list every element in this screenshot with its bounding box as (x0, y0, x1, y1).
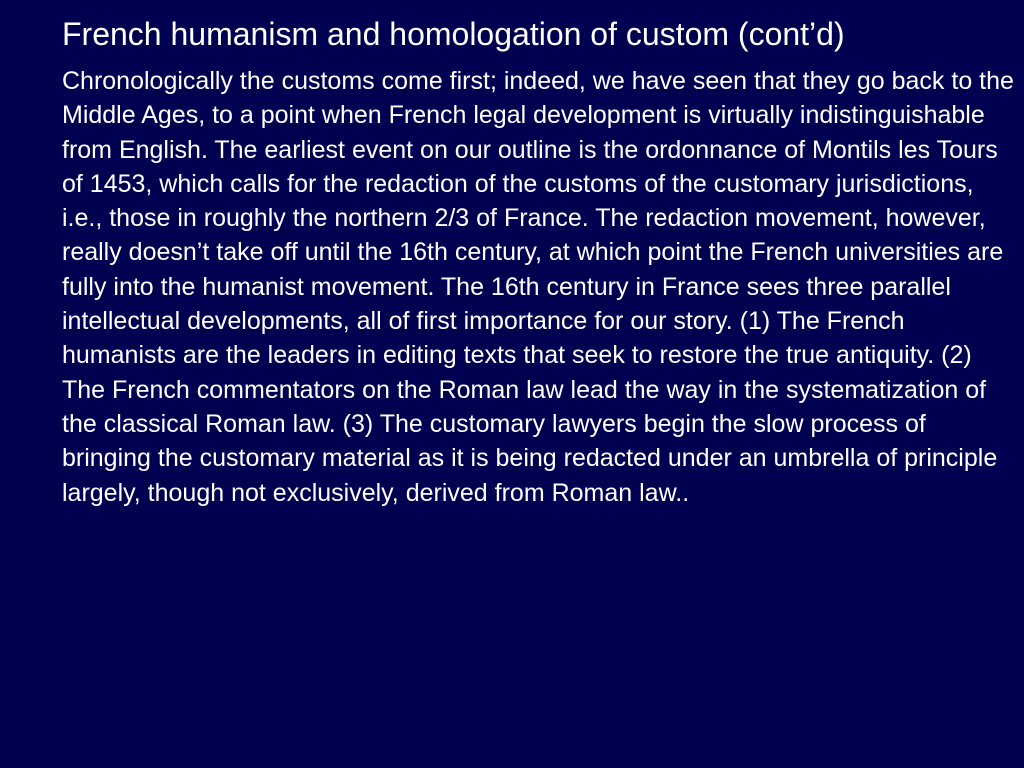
slide-body-text: Chronologically the customs come first; indeed, we have seen that they go back to the Middle Ages, to a point when French legal development is virtually indistinguishable from English. The earliest event on our outline is the ordonnance of Montils les Tours of 1453, which calls for the redaction of the customs of the customary jurisdictions, i.e., those in roughly the northern 2/3 of France. The redaction movement, however, really doesn’t take off until the 16th century, at which point the French universities are fully into the humanist movement. The 16th century in France sees three parallel intellectual developments, all of first importance for our story. (1) The French humanists are the leaders in editing texts that seek to restore the true antiquity. (2) The French commentators on the Roman law lead the way in the systematization of the classical Roman law. (3) The customary lawyers begin the slow process of bringing the customary material as it is being redacted under an umbrella of principle largely, though not exclusively, derived from Roman law.. (62, 67, 1014, 507)
slide-title: French humanism and homologation of custom (cont’d) (62, 16, 845, 52)
